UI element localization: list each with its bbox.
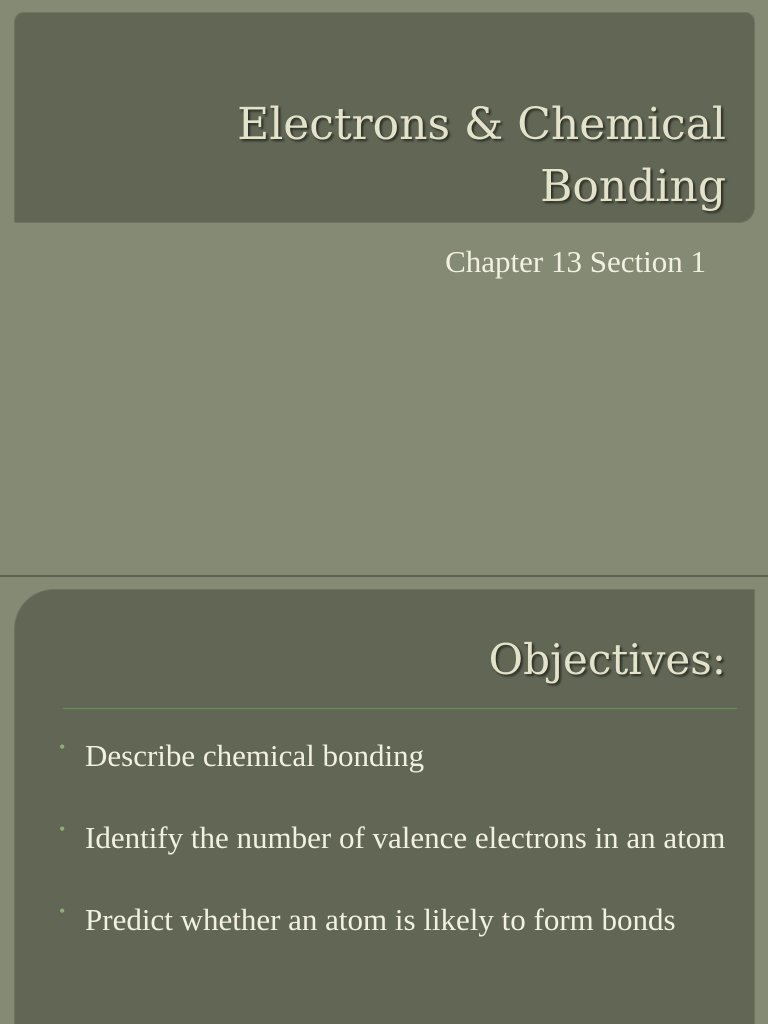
objectives-list (59, 736, 739, 982)
bullet-icon: • (59, 901, 66, 921)
title-divider (63, 708, 737, 709)
slide-subtitle: Chapter 13 Section 1 (445, 244, 706, 279)
slide-title: Electrons & Chemical Bonding (237, 99, 726, 212)
bullet-text: Predict whether an atom is likely to form bonds (85, 902, 676, 937)
bullet-icon: • (59, 819, 66, 839)
bullet-text: Identify the number of valence electrons in an atom (85, 820, 726, 855)
list-item (59, 736, 739, 776)
list-item (59, 900, 739, 940)
bullet-icon: • (59, 737, 66, 757)
bullet-text: Describe chemical bonding (85, 738, 425, 773)
objectives-title: Objectives: (488, 635, 726, 684)
list-item (59, 818, 739, 858)
